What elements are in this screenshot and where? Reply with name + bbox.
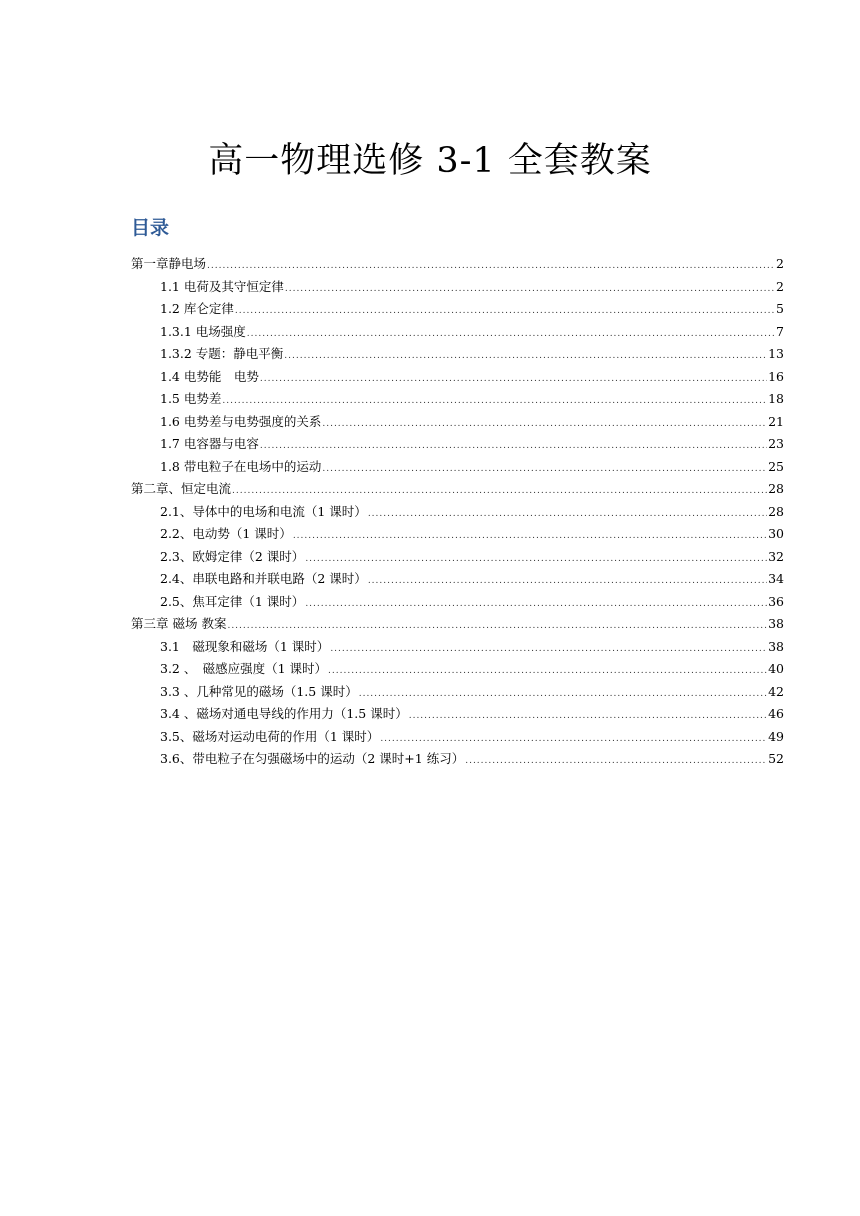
toc-entry-label: 2.4、串联电路和并联电路（2 课时） bbox=[160, 571, 367, 586]
toc-dot-leader bbox=[368, 503, 767, 526]
toc-entry[interactable] bbox=[131, 613, 784, 636]
toc-dot-leader bbox=[368, 570, 767, 593]
toc-entry-label: 第二章、恒定电流 bbox=[131, 481, 232, 496]
toc-page-number: 2 bbox=[776, 256, 784, 271]
toc-page-number: 23 bbox=[768, 436, 784, 451]
toc-dot-leader bbox=[330, 638, 767, 661]
toc-entry[interactable] bbox=[131, 276, 784, 299]
toc-dot-leader bbox=[293, 525, 767, 548]
toc-dot-leader bbox=[247, 323, 775, 346]
toc-entry-label: 2.5、焦耳定律（1 课时） bbox=[160, 593, 305, 609]
toc-dot-leader bbox=[285, 278, 775, 301]
toc-dot-leader bbox=[232, 480, 767, 503]
toc-entry[interactable] bbox=[131, 388, 784, 411]
toc-heading: 目录 bbox=[131, 217, 170, 239]
toc-page-number: 34 bbox=[768, 571, 784, 586]
toc-entry[interactable] bbox=[131, 478, 784, 501]
toc-page-number: 2 bbox=[776, 278, 784, 294]
page-title: 高一物理选修 3-1 全套教案 bbox=[208, 141, 652, 182]
toc-dot-leader bbox=[305, 593, 767, 616]
toc-entry[interactable] bbox=[131, 658, 784, 681]
toc-dot-leader bbox=[235, 300, 775, 323]
toc-entry[interactable] bbox=[131, 456, 784, 479]
toc-entry[interactable] bbox=[131, 411, 784, 434]
toc-entry[interactable] bbox=[131, 253, 784, 276]
toc-entry-label: 1.7 电容器与电容 bbox=[160, 436, 259, 451]
toc-entry[interactable] bbox=[131, 343, 784, 366]
toc-entry-label: 3.3 、几种常见的磁场（1.5 课时） bbox=[160, 683, 358, 699]
toc-page-number: 38 bbox=[768, 616, 784, 631]
toc-page-number: 46 bbox=[768, 706, 784, 721]
toc-entry-label: 1.3.2 专题：静电平衡 bbox=[160, 346, 284, 361]
toc-dot-leader bbox=[260, 435, 767, 458]
toc-entry-label: 3.6、带电粒子在匀强磁场中的运动（2 课时+1 练习） bbox=[160, 751, 465, 766]
toc-page-number: 5 bbox=[776, 301, 784, 316]
toc-entry[interactable] bbox=[131, 703, 784, 726]
toc-page-number: 30 bbox=[768, 526, 784, 541]
toc-entry[interactable] bbox=[131, 681, 784, 704]
toc-page-number: 21 bbox=[768, 413, 784, 429]
toc-entry[interactable] bbox=[131, 523, 784, 546]
toc-entry-label: 3.5、磁场对运动电荷的作用（1 课时） bbox=[160, 728, 380, 744]
toc-entry-label: 第三章 磁场 教案 bbox=[131, 616, 227, 631]
toc-page-number: 13 bbox=[768, 346, 784, 361]
toc-dot-leader bbox=[207, 255, 775, 278]
toc-entry-label: 2.1、导体中的电场和电流（1 课时） bbox=[160, 503, 367, 519]
toc-page-number: 16 bbox=[768, 368, 784, 384]
toc-entry[interactable] bbox=[131, 636, 784, 659]
toc-entry-label: 1.6 电势差与电势强度的关系 bbox=[160, 413, 322, 429]
toc-entry[interactable] bbox=[131, 433, 784, 456]
toc-page-number: 28 bbox=[768, 503, 784, 519]
toc-entry[interactable] bbox=[131, 298, 784, 321]
toc-dot-leader bbox=[284, 345, 767, 368]
toc-entry-label: 1.8 带电粒子在电场中的运动 bbox=[160, 458, 322, 474]
toc-entry[interactable] bbox=[131, 546, 784, 569]
toc-page-number: 40 bbox=[768, 661, 784, 676]
toc-dot-leader bbox=[222, 390, 767, 413]
toc-dot-leader bbox=[380, 728, 767, 751]
toc-dot-leader bbox=[322, 458, 767, 481]
toc-dot-leader bbox=[409, 705, 767, 728]
toc-entry-label: 3.1 磁现象和磁场（1 课时） bbox=[160, 638, 330, 654]
toc-page-number: 7 bbox=[776, 323, 784, 339]
toc-page-number: 28 bbox=[768, 481, 784, 496]
toc-entry[interactable] bbox=[131, 366, 784, 389]
toc-entry-label: 1.5 电势差 bbox=[160, 391, 222, 406]
toc-entry-label: 1.3.1 电场强度 bbox=[160, 323, 246, 339]
toc-entry-label: 2.2、电动势（1 课时） bbox=[160, 526, 292, 541]
toc-entry-label: 2.3、欧姆定律（2 课时） bbox=[160, 548, 305, 564]
toc-entry[interactable] bbox=[131, 748, 784, 771]
toc-page-number: 42 bbox=[768, 683, 784, 699]
toc-dot-leader bbox=[260, 368, 767, 391]
table-of-contents bbox=[131, 253, 784, 771]
toc-page-number: 18 bbox=[768, 391, 784, 406]
toc-page-number: 25 bbox=[768, 458, 784, 474]
toc-page-number: 38 bbox=[768, 638, 784, 654]
toc-entry-label: 3.2 、 磁感应强度（1 课时） bbox=[160, 661, 328, 676]
toc-entry-label: 1.4 电势能 电势 bbox=[160, 368, 259, 384]
toc-entry[interactable] bbox=[131, 501, 784, 524]
toc-page-number: 49 bbox=[768, 728, 784, 744]
toc-page-number: 52 bbox=[768, 751, 784, 766]
toc-dot-leader bbox=[305, 548, 767, 571]
toc-page-number: 36 bbox=[768, 593, 784, 609]
toc-dot-leader bbox=[359, 683, 767, 706]
toc-entry-label: 1.2 库仑定律 bbox=[160, 301, 234, 316]
toc-dot-leader bbox=[322, 413, 767, 436]
toc-entry-label: 3.4 、磁场对通电导线的作用力（1.5 课时） bbox=[160, 706, 408, 721]
toc-dot-leader bbox=[465, 750, 767, 773]
toc-entry[interactable] bbox=[131, 591, 784, 614]
toc-entry[interactable] bbox=[131, 321, 784, 344]
toc-entry[interactable] bbox=[131, 726, 784, 749]
toc-entry-label: 1.1 电荷及其守恒定律 bbox=[160, 278, 284, 294]
toc-entry[interactable] bbox=[131, 568, 784, 591]
toc-dot-leader bbox=[328, 660, 767, 683]
toc-entry-label: 第一章静电场 bbox=[131, 256, 207, 271]
toc-dot-leader bbox=[227, 615, 767, 638]
toc-page-number: 32 bbox=[768, 548, 784, 564]
